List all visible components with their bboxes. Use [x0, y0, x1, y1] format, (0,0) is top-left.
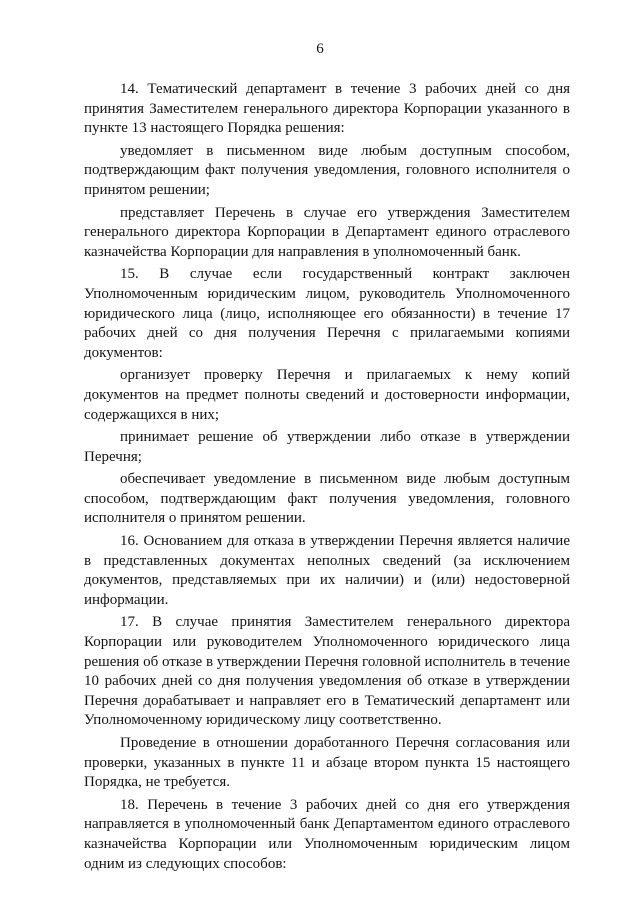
paragraph-17: 17. В случае принятия Заместителем генерального директора Корпорации или руководителем Уполномоченного юридического лица решения об отказе в утверждении Перечня головной исполнитель в течение 10 рабочих дней со дня получения уведомления об отказе в утверждении Перечня дорабатывает и направляет его в Тематический департамент или Уполномоченному юридическому лицу соответственно.	[84, 614, 570, 729]
paragraph-14-notify: уведомляет в письменном виде любым доступным способом, подтверждающим факт получения уведомления, головного исполнителя о принятом решении;	[84, 142, 570, 198]
paragraph-18: 18. Перечень в течение 3 рабочих дней со дня его утверждения направляется в уполномоченный банк Департаментом единого отраслевого казначейства Корпорации или Уполномоченным юридическим лицом одним из следующих способов:	[84, 796, 570, 872]
paragraph-14-submit: представляет Перечень в случае его утверждения Заместителем генерального директора Корпорации в Департамент единого отраслевого казначейства Корпорации для направления в уполномоченный банк.	[84, 204, 570, 260]
page-number: 6	[316, 41, 324, 57]
paragraph-17-review: Проведение в отношении доработанного Перечня согласования или проверки, указанных в пункте 11 и абзаце втором пункта 15 настоящего Порядка, не требуется.	[84, 735, 570, 791]
paragraph-15-decide: принимает решение об утверждении либо отказе в утверждении Перечня;	[84, 429, 570, 465]
paragraph-15: 15. В случае если государственный контракт заключен Уполномоченным юридическим лицом, руководитель Уполномоченного юридического лица (лицо, исполняющее его обязанности) в течение 17 рабочих дней со дня получения Перечня с прилагаемыми копиями документов:	[84, 266, 570, 361]
paragraph-16: 16. Основанием для отказа в утверждении Перечня является наличие в представленных документах неполных сведений (за исключением документов, представляемых при их наличии) и (или) недостоверной информации.	[84, 533, 570, 608]
paragraph-14: 14. Тематический департамент в течение 3 рабочих дней со дня принятия Заместителем генерального директора Корпорации указанного в пункте 13 настоящего Порядка решения:	[84, 81, 570, 137]
document-body	[84, 80, 570, 877]
paragraph-15-notify: обеспечивает уведомление в письменном виде любым доступным способом, подтверждающим факт получения уведомления, головного исполнителя о принятом решении.	[84, 471, 570, 527]
paragraph-15-organize: организует проверку Перечня и прилагаемых к нему копий документов на предмет полноты сведений и достоверности информации, содержащихся в них;	[84, 367, 570, 423]
